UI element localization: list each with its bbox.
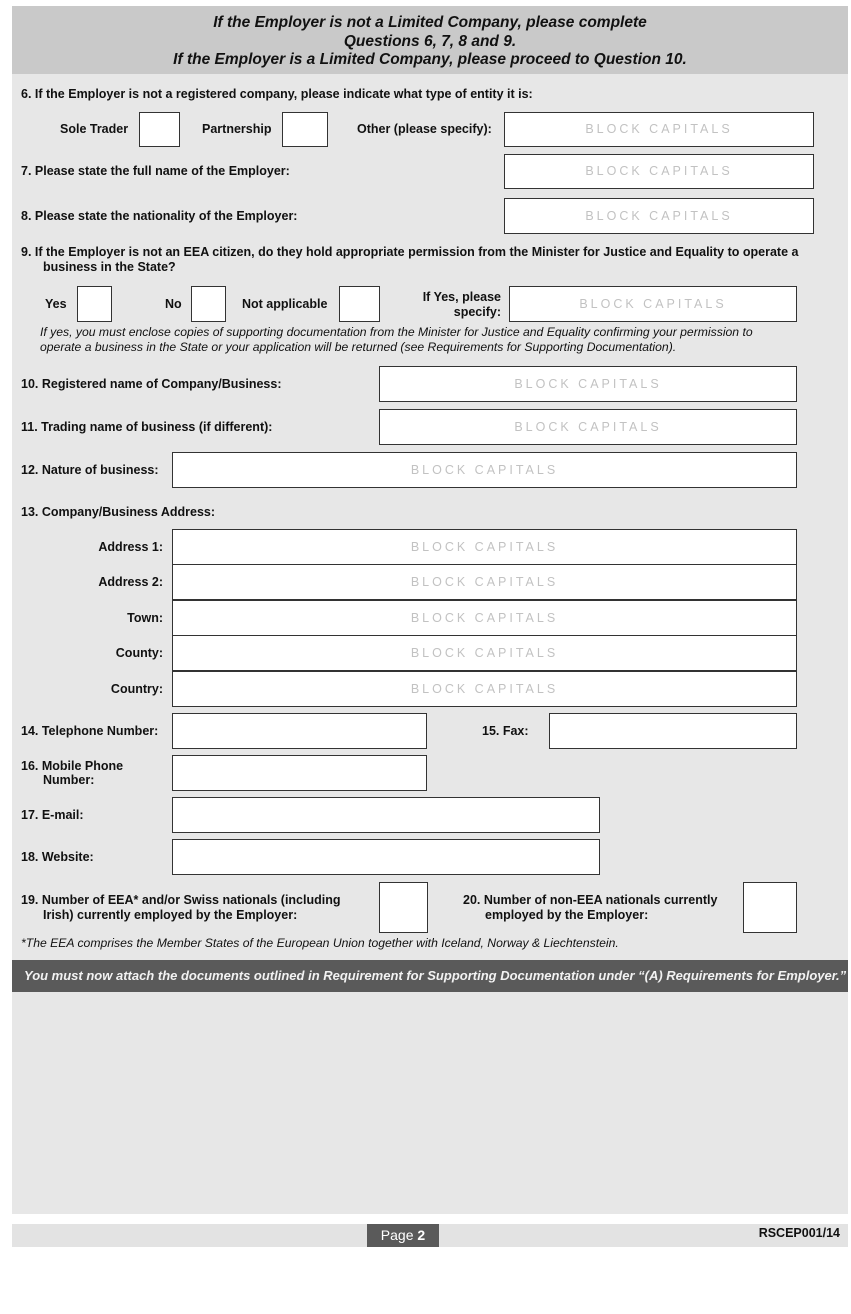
- q15-label: 15. Fax:: [482, 724, 529, 738]
- sole-trader-label: Sole Trader: [60, 122, 129, 136]
- page-number: 2: [417, 1227, 426, 1243]
- page-label: Page: [380, 1227, 414, 1243]
- q9-label-line-2: business in the State?: [43, 260, 176, 274]
- header-line-1: If the Employer is not a Limited Company, please complete: [213, 14, 647, 31]
- yes-label: Yes: [45, 297, 67, 311]
- q20-label-line-2: employed by the Employer:: [485, 908, 649, 922]
- telephone-field[interactable]: [172, 713, 427, 749]
- permission-specify-field[interactable]: BLOCK CAPITALS: [509, 286, 797, 322]
- mobile-phone-field[interactable]: [172, 755, 427, 791]
- other-entity-field[interactable]: BLOCK CAPITALS: [504, 112, 814, 147]
- non-eea-nationals-count-field[interactable]: [743, 882, 797, 933]
- country-field[interactable]: BLOCK CAPITALS: [172, 671, 797, 707]
- page-number-tab: [367, 1224, 439, 1247]
- county-label: County:: [115, 646, 163, 660]
- q16-label-line-1: 16. Mobile Phone: [21, 759, 124, 773]
- q10-label: 10. Registered name of Company/Business:: [21, 377, 282, 391]
- if-yes-label-line-2: specify:: [453, 305, 501, 319]
- address-2-field[interactable]: BLOCK CAPITALS: [172, 564, 797, 600]
- q9-note-line-2: operate a business in the State or your application will be returned (see Requirements for Supporting Documentation).: [40, 340, 677, 354]
- town-label: Town:: [127, 611, 163, 625]
- county-field[interactable]: BLOCK CAPITALS: [172, 635, 797, 671]
- country-label: Country:: [110, 682, 163, 696]
- q19-label-line-2: Irish) currently employed by the Employer:: [43, 908, 298, 922]
- q9-label-line-1: 9. If the Employer is not an EEA citizen, do they hold appropriate permission from the Minister for Justice and Equality to operate a: [21, 245, 799, 259]
- registered-name-field[interactable]: BLOCK CAPITALS: [379, 366, 797, 402]
- yes-checkbox[interactable]: [77, 286, 112, 322]
- header-line-3: If the Employer is a Limited Company, please proceed to Question 10.: [173, 51, 687, 68]
- if-yes-label-line-1: If Yes, please: [422, 290, 501, 304]
- partnership-checkbox[interactable]: [282, 112, 328, 147]
- town-field[interactable]: BLOCK CAPITALS: [172, 600, 797, 636]
- eea-nationals-count-field[interactable]: [379, 882, 428, 933]
- address-1-label: Address 1:: [98, 540, 163, 554]
- q16-label-line-2: Number:: [43, 773, 95, 787]
- q20-label-line-1: 20. Number of non-EEA nationals currently: [463, 893, 718, 907]
- eea-footnote: *The EEA comprises the Member States of the European Union together with Iceland, Norway & Liechtenstein.: [21, 936, 619, 950]
- q6-label: 6. If the Employer is not a registered company, please indicate what type of entity it is:: [21, 87, 533, 101]
- other-label: Other (please specify):: [357, 122, 492, 136]
- instructions-header: [12, 6, 848, 74]
- nature-of-business-field[interactable]: BLOCK CAPITALS: [172, 452, 797, 488]
- not-applicable-label: Not applicable: [242, 297, 328, 311]
- website-field[interactable]: [172, 839, 600, 875]
- q17-label: 17. E-mail:: [21, 808, 84, 822]
- q12-label: 12. Nature of business:: [21, 463, 159, 477]
- partnership-label: Partnership: [202, 122, 272, 136]
- no-label: No: [165, 297, 182, 311]
- address-1-field[interactable]: BLOCK CAPITALS: [172, 529, 797, 565]
- address-2-label: Address 2:: [98, 575, 163, 589]
- q8-label: 8. Please state the nationality of the Employer:: [21, 209, 298, 223]
- q7-label: 7. Please state the full name of the Employer:: [21, 164, 290, 178]
- q19-label-line-1: 19. Number of EEA* and/or Swiss nationals (including: [21, 893, 341, 907]
- header-line-2: Questions 6, 7, 8 and 9.: [343, 32, 517, 50]
- not-applicable-checkbox[interactable]: [339, 286, 380, 322]
- email-field[interactable]: [172, 797, 600, 833]
- q11-label: 11. Trading name of business (if different):: [21, 420, 273, 434]
- trading-name-field[interactable]: BLOCK CAPITALS: [379, 409, 797, 445]
- q9-note-line-1: If yes, you must enclose copies of supporting documentation from the Minister for Justice and Equality confirming your permission to: [40, 325, 753, 339]
- q13-label: 13. Company/Business Address:: [21, 505, 216, 519]
- attach-documents-banner: You must now attach the documents outlined in Requirement for Supporting Documentation under “(A) Requirements for Employer.”: [12, 960, 848, 992]
- q14-label: 14. Telephone Number:: [21, 724, 159, 738]
- no-checkbox[interactable]: [191, 286, 226, 322]
- q18-label: 18. Website:: [21, 850, 94, 864]
- form-code: RSCEP001/14: [758, 1226, 840, 1240]
- sole-trader-checkbox[interactable]: [139, 112, 180, 147]
- employer-nationality-field[interactable]: BLOCK CAPITALS: [504, 198, 814, 234]
- employer-full-name-field[interactable]: BLOCK CAPITALS: [504, 154, 814, 189]
- fax-field[interactable]: [549, 713, 797, 749]
